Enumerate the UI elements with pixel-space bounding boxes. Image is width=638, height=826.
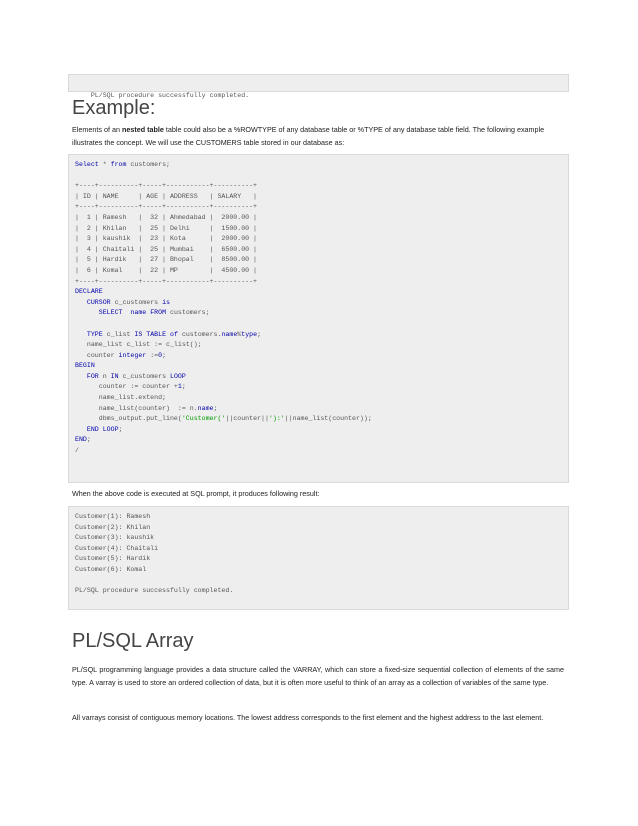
code-example-box [68,154,569,483]
code-line: | ID | NAME | AGE | ADDRESS | SALARY | [75,192,258,200]
result-text: PL/SQL procedure successfully completed. [90,92,250,99]
array-heading: PL/SQL Array [72,630,194,652]
output-line: Customer(2): Khilan [75,523,151,531]
code-line: | 1 | Ramesh | 32 | Ahmedabad | 2000.00 | [75,213,258,221]
result-intro-paragraph: When the above code is executed at SQL prompt, it produces following result: [72,489,320,498]
code-line: dbms_output.put_line('Customer('||counter||'):'||name_list(counter)); [75,415,372,423]
code-line: TYPE c_list IS TABLE of customers.name%type; [86,330,262,338]
code-line: name_list.extend; [75,394,167,402]
code-line: Select * from customers; [75,161,170,168]
code-line [75,319,562,330]
intro-text-end: table could also be a %ROWTYPE of any database table or %TYPE of any database table field. The following example illustrates the concept. We will use the CUSTOMERS table stored in our database as: [72,125,545,147]
intro-text-start: Elements of an [72,125,122,134]
code-line: counter integer :=0; [75,351,167,359]
code-line: counter := counter +1; [75,383,186,391]
example-heading: Example: [72,97,156,119]
output-line [75,576,562,587]
code-line: | 3 | kaushik | 23 | Kota | 2000.00 | [75,235,258,243]
code-line: / [75,447,79,455]
output-box [68,506,569,610]
code-line: BEGIN [75,362,95,370]
code-line: | 4 | Chaitali | 25 | Mumbai | 6500.00 | [75,245,258,253]
code-line: FOR n IN c_customers LOOP [86,372,186,380]
varray-memory-paragraph: All varrays consist of contiguous memory locations. The lowest address corresponds to the first element and the highest address to the last element. [72,713,544,722]
output-line: Customer(6): Komal [75,565,147,573]
result-code-box [68,74,569,99]
code-line: | 2 | Khilan | 25 | Delhi | 1500.00 | [75,224,258,232]
output-line: Customer(1): Ramesh [75,513,151,520]
output-line: PL/SQL procedure successfully completed. [75,587,234,595]
code-line: DECLARE [75,288,103,296]
code-line: | 5 | Hardik | 27 | Bhopal | 8500.00 | [75,256,258,264]
code-line: name_list c_list := c_list(); [75,341,202,349]
code-line: +----+----------+-----+-----------+----------+ [75,203,258,211]
intro-bold-term: nested table [121,125,164,134]
output-line: Customer(5): Hardik [75,555,151,563]
code-line [75,171,562,182]
code-line: +----+----------+-----+-----------+----------+ [75,277,258,285]
code-line: CURSOR c_customers is [86,298,170,306]
code-line: | 6 | Komal | 22 | MP | 4500.00 | [75,266,258,274]
code-line: SELECT name FROM customers; [98,309,210,317]
intro-paragraph [72,124,564,149]
varray-paragraph: PL/SQL programming language provides a data structure called the VARRAY, which can store a fixed-size sequential collection of elements of the same type. A varray is used to store an ordered collection of data, but it is often more useful to think of an array as a collection of variables of the same type. [72,665,564,687]
code-line: END LOOP; [86,425,123,433]
output-line: Customer(4): Chaitali [75,544,159,552]
code-line: END; [75,436,91,444]
code-line: +----+----------+-----+-----------+----------+ [75,182,258,190]
code-line: name_list(counter) := n.name; [75,404,218,412]
output-line: Customer(3): kaushik [75,534,155,542]
